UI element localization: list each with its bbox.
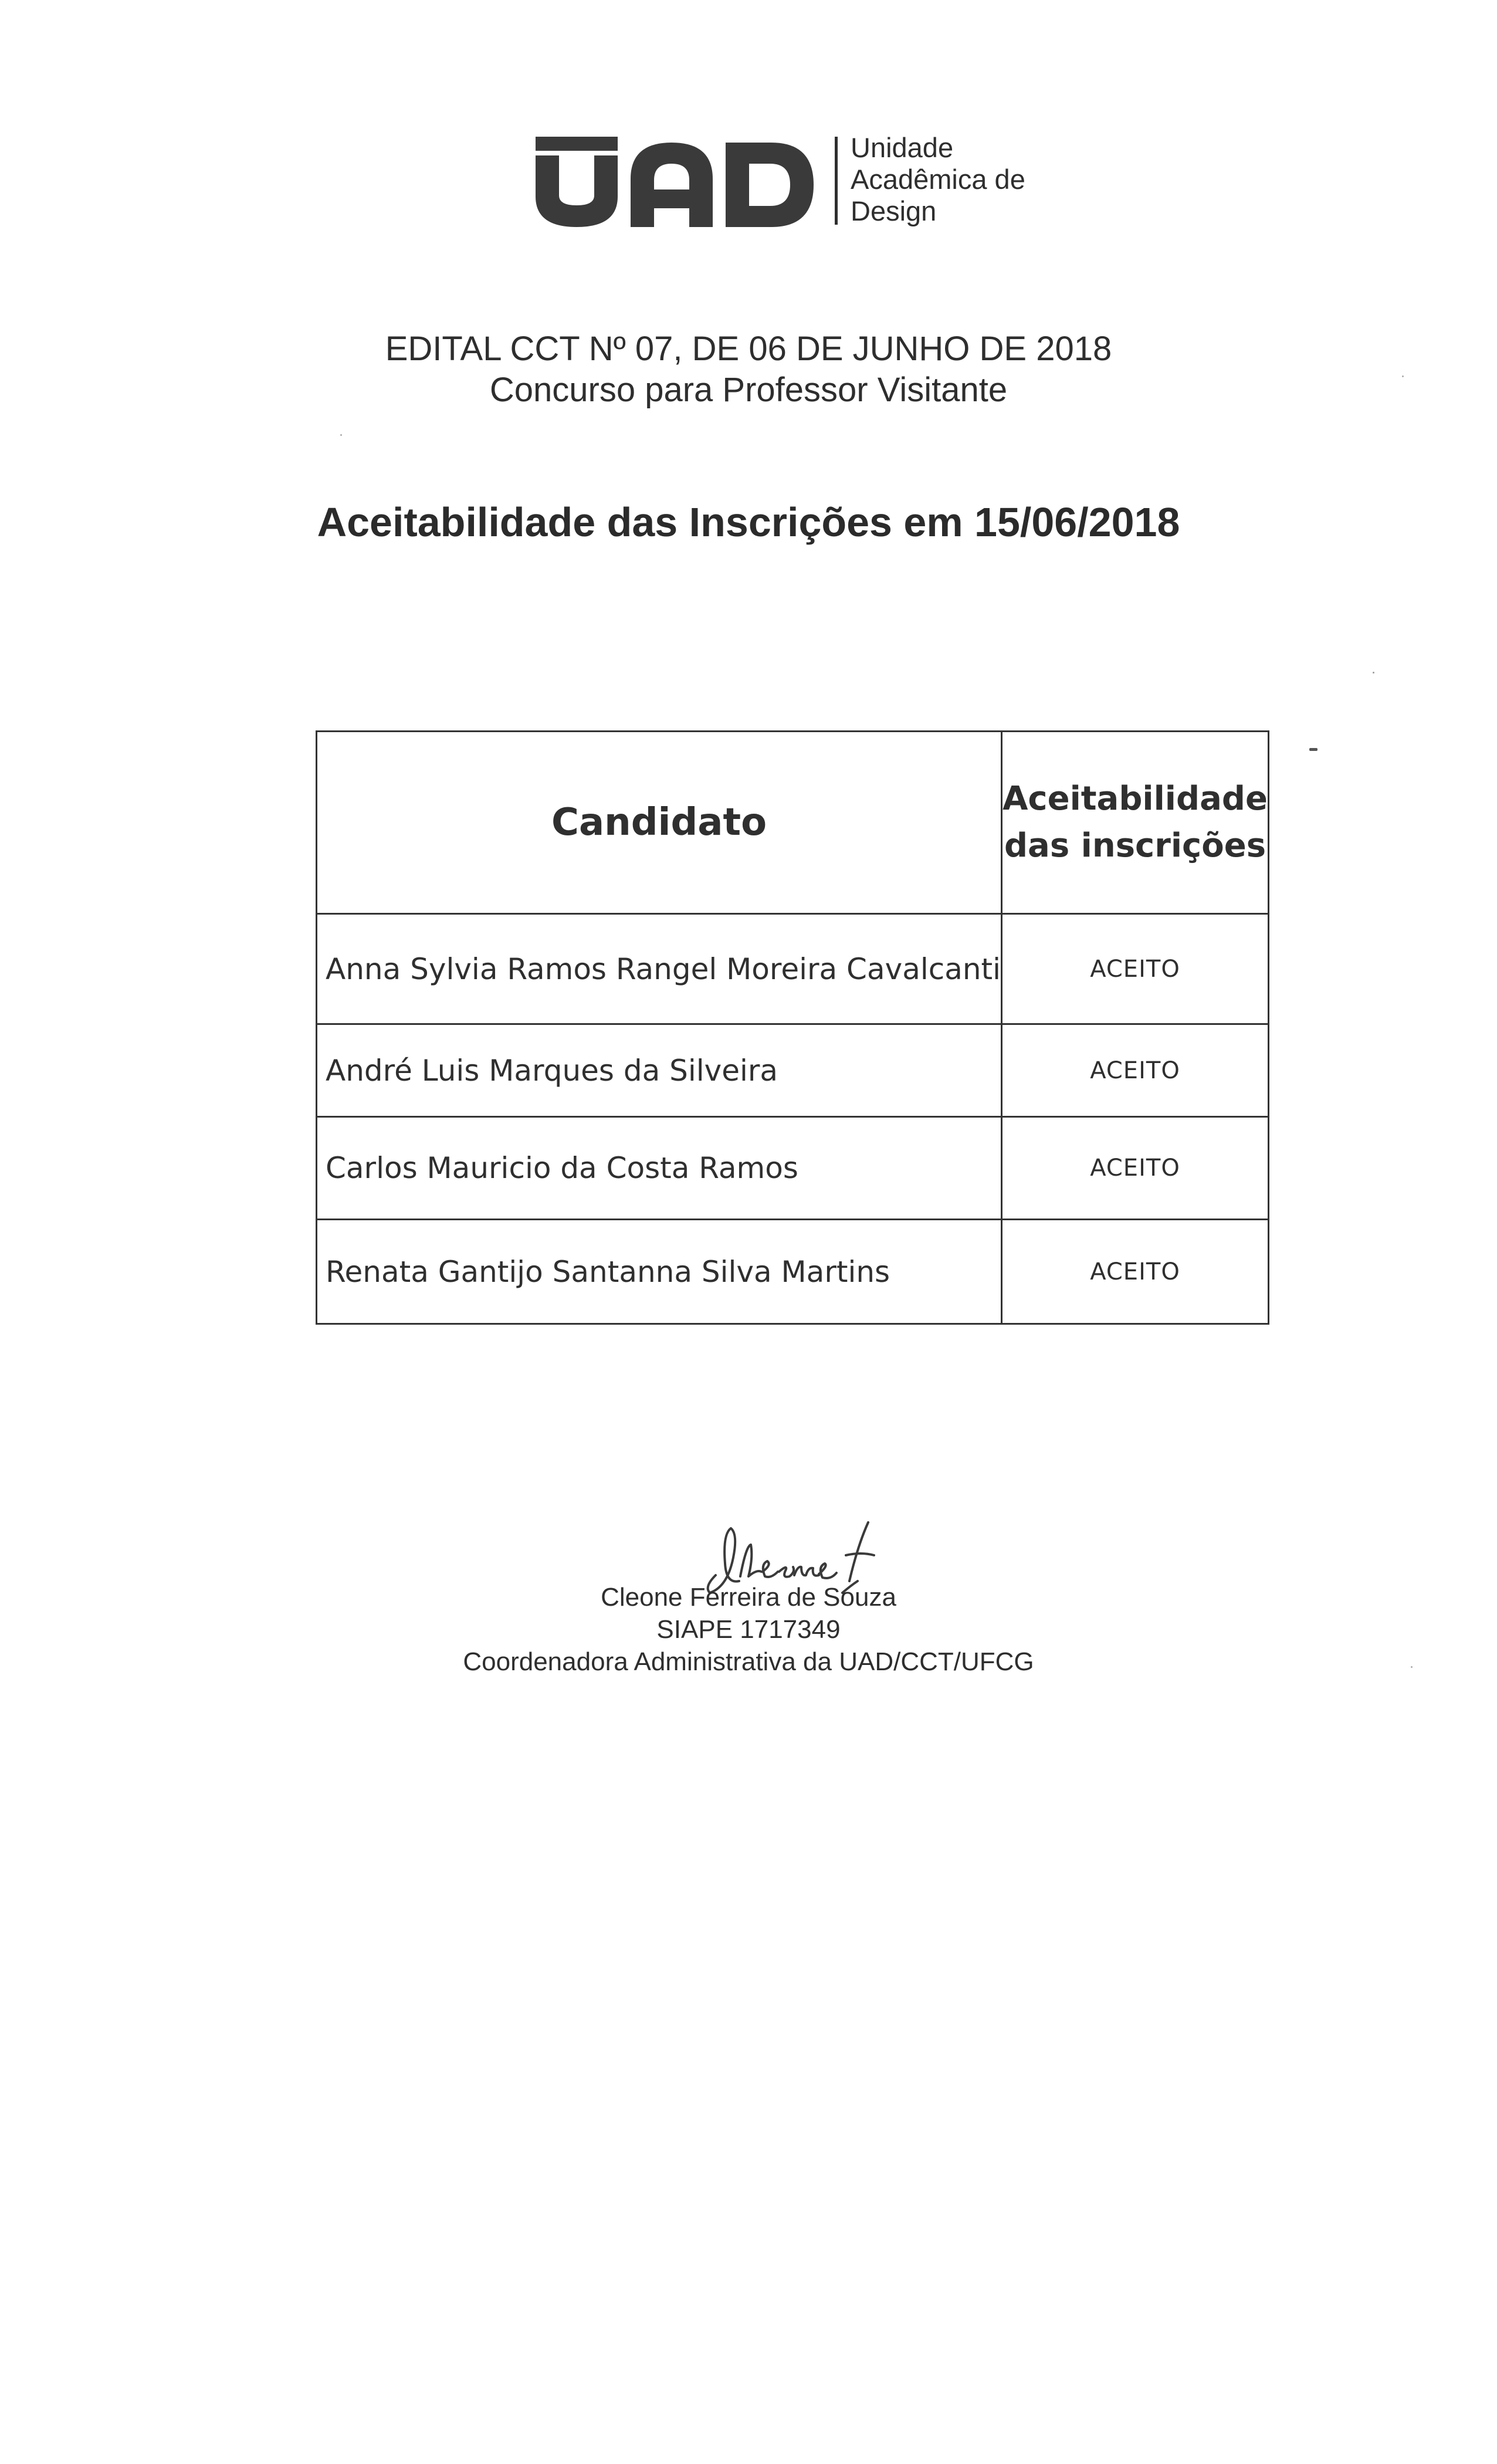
signer-name: Cleone Ferreira de Souza bbox=[601, 1583, 896, 1612]
header-candidate: Candidato bbox=[317, 732, 1002, 914]
scan-speck bbox=[1411, 1666, 1413, 1668]
uad-logo bbox=[531, 132, 1047, 232]
logo-text-line-3: Design bbox=[851, 195, 937, 226]
candidate-status: ACEITO bbox=[1002, 1117, 1269, 1220]
scan-speck bbox=[1402, 375, 1404, 377]
candidate-status: ACEITO bbox=[1002, 1024, 1269, 1117]
uad-logo-mark bbox=[531, 132, 824, 232]
table-header-row bbox=[317, 732, 1269, 914]
header-status bbox=[1002, 732, 1269, 914]
candidate-name: Anna Sylvia Ramos Rangel Moreira Cavalcanti bbox=[317, 914, 1002, 1024]
logo-text-line-1: Unidade bbox=[851, 132, 954, 163]
scan-speck bbox=[340, 434, 342, 436]
table-row bbox=[317, 914, 1269, 1024]
document-title: Aceitabilidade das Inscrições em 15/06/2018 bbox=[317, 499, 1180, 545]
candidate-name: Renata Gantijo Santanna Silva Martins bbox=[317, 1220, 1002, 1324]
signer-siape: SIAPE 1717349 bbox=[656, 1615, 841, 1644]
table-row bbox=[317, 1220, 1269, 1324]
edital-subtitle: Concurso para Professor Visitante bbox=[489, 371, 1008, 409]
candidates-table bbox=[316, 730, 1269, 1325]
candidate-name: André Luis Marques da Silveira bbox=[317, 1024, 1002, 1117]
scan-speck bbox=[1373, 672, 1374, 673]
candidate-status: ACEITO bbox=[1002, 1220, 1269, 1324]
logo-divider bbox=[835, 137, 838, 225]
edital-line: EDITAL CCT Nº 07, DE 06 DE JUNHO DE 2018 bbox=[385, 330, 1112, 368]
logo-text-line-2: Acadêmica de bbox=[851, 164, 1025, 195]
logo-text bbox=[851, 132, 1025, 227]
edital-header bbox=[0, 329, 1497, 411]
scan-speck bbox=[1309, 748, 1318, 751]
candidate-name: Carlos Mauricio da Costa Ramos bbox=[317, 1117, 1002, 1220]
table-row bbox=[317, 1117, 1269, 1220]
signer-role: Coordenadora Administrativa da UAD/CCT/UFCG bbox=[463, 1647, 1034, 1676]
table-row bbox=[317, 1024, 1269, 1117]
signature-block bbox=[0, 1581, 1497, 1678]
candidate-status: ACEITO bbox=[1002, 914, 1269, 1024]
header-status-line-2: das inscrições bbox=[1004, 827, 1266, 865]
header-status-line-1: Aceitabilidade bbox=[1002, 780, 1268, 818]
